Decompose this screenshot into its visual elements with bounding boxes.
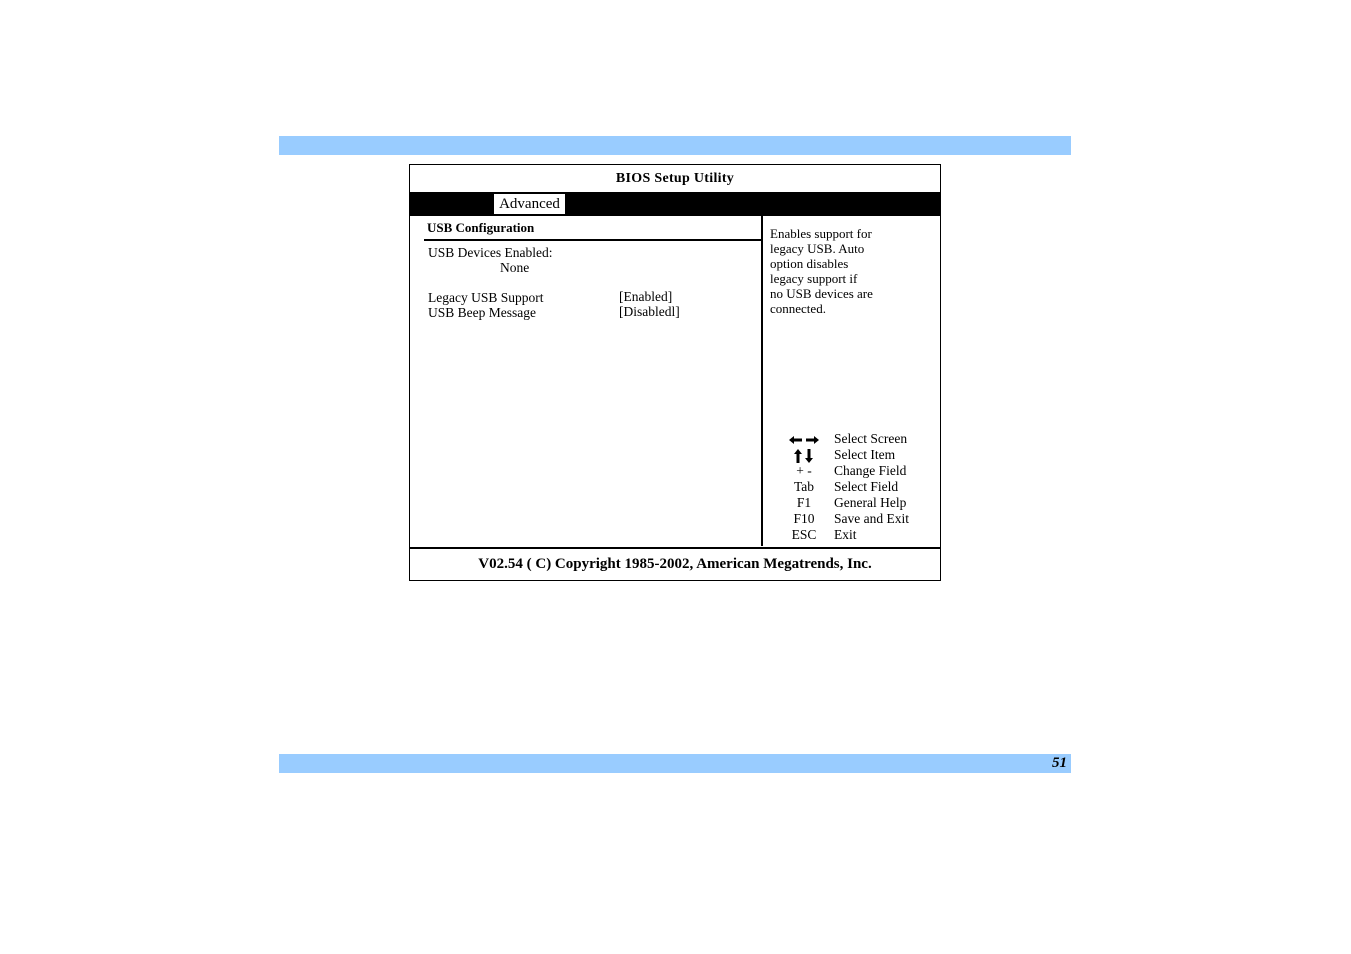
key-row — [786, 527, 936, 543]
bios-title: BIOS Setup Utility — [615, 171, 735, 186]
help-line: legacy support if — [770, 271, 858, 286]
section-rule — [424, 239, 761, 241]
page-number: 51 — [1052, 755, 1067, 771]
tab-advanced[interactable]: Advanced — [493, 193, 566, 215]
footer-band — [279, 754, 1071, 773]
key-row — [786, 479, 936, 495]
help-text — [770, 226, 873, 316]
footer-divider — [410, 547, 940, 549]
help-line: option disables — [770, 256, 849, 271]
key-desc: Select Screen — [834, 431, 908, 446]
help-line: no USB devices are — [770, 286, 873, 301]
copyright: V02.54 ( C) Copyright 1985-2002, American Megatrends, Inc. — [478, 556, 872, 572]
section-title: USB Configuration — [427, 220, 535, 235]
help-line: Enables support for — [770, 226, 872, 241]
setting-label-usb-beep[interactable]: USB Beep Message — [428, 305, 536, 320]
header-band — [279, 136, 1071, 155]
bios-screen — [409, 164, 941, 581]
key-label: F1 — [796, 495, 812, 510]
key-desc: Exit — [834, 527, 857, 542]
key-label: Tab — [793, 479, 815, 494]
panel-divider — [761, 216, 763, 546]
key-row — [786, 447, 936, 463]
setting-value-legacy-usb[interactable]: [Enabled] — [619, 289, 673, 304]
key-row — [786, 431, 936, 447]
key-row — [786, 495, 936, 511]
key-label: + - — [796, 463, 812, 478]
setting-value-usb-beep[interactable]: [Disabledl] — [619, 304, 680, 319]
setting-label-legacy-usb[interactable]: Legacy USB Support — [428, 290, 544, 305]
key-desc: Select Field — [834, 479, 899, 494]
key-desc: Select Item — [834, 447, 896, 462]
help-line: legacy USB. Auto — [770, 241, 865, 256]
menu-bar — [410, 192, 940, 216]
up-down-arrows-icon — [786, 447, 822, 463]
key-label: ESC — [791, 527, 817, 542]
key-legend — [786, 431, 936, 543]
left-right-arrows-icon — [786, 431, 822, 447]
key-row — [786, 463, 936, 479]
help-line: connected. — [770, 301, 826, 316]
key-label: F10 — [793, 511, 815, 526]
usb-devices-value: None — [500, 260, 530, 275]
usb-devices-label: USB Devices Enabled: — [428, 245, 553, 260]
key-desc: General Help — [834, 495, 907, 510]
key-desc: Change Field — [834, 463, 907, 478]
key-desc: Save and Exit — [834, 511, 909, 526]
key-row — [786, 511, 936, 527]
